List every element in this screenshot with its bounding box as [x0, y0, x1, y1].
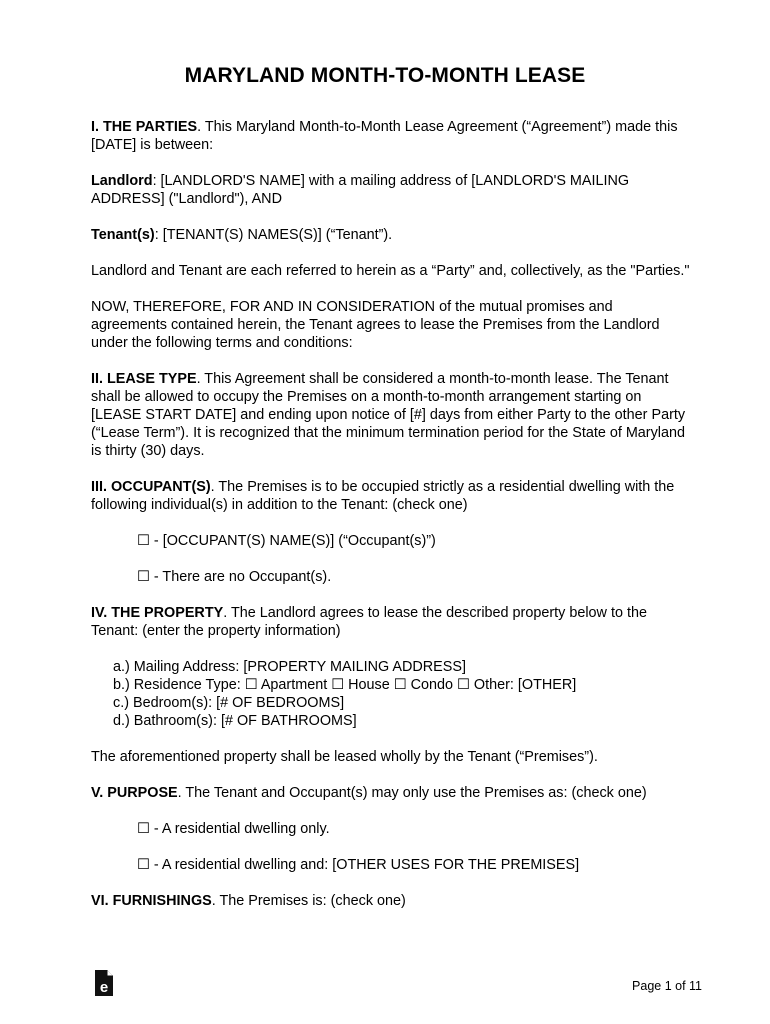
section-text: . The Premises is: (check one) — [211, 893, 406, 909]
section-occupants — [91, 478, 691, 514]
section-text: . This Maryland Month-to-Month Lease Agreement (“Agreement”) made this [DATE] is between: — [91, 119, 678, 153]
document-title: MARYLAND MONTH-TO-MONTH LEASE — [184, 64, 586, 87]
tenant-text: : [TENANT(S) NAMES(S)] (“Tenant”). — [154, 227, 393, 243]
purpose-option-residential[interactable]: ☐ - A residential dwelling only. — [137, 821, 330, 837]
occupants-option-none[interactable]: ☐ - There are no Occupant(s). — [137, 569, 332, 585]
section-heading: I. THE PARTIES — [91, 119, 198, 135]
section-heading: IV. THE PROPERTY — [91, 605, 224, 621]
landlord-text: : [LANDLORD'S NAME] with a mailing address of [LANDLORD'S MAILING ADDRESS] ("Landlord"), AND — [91, 173, 630, 207]
section-lease-type — [91, 370, 691, 460]
premises-definition: The aforementioned property shall be leased wholly by the Tenant (“Premises”). — [91, 749, 598, 765]
tenant-paragraph — [91, 226, 691, 244]
purpose-option-other[interactable]: ☐ - A residential dwelling and: [OTHER USES FOR THE PREMISES] — [137, 857, 580, 873]
section-heading: VI. FURNISHINGS — [91, 893, 212, 909]
section-text: . The Landlord agrees to lease the described property below to the Tenant: (enter the property information) — [91, 605, 647, 639]
tenant-label: Tenant(s) — [91, 227, 155, 243]
svg-text:e: e — [99, 979, 109, 996]
occupants-option-named[interactable]: ☐ - [OCCUPANT(S) NAME(S)] (“Occupant(s)”) — [137, 533, 436, 549]
section-heading: III. OCCUPANT(S) — [91, 479, 211, 495]
section-purpose — [91, 784, 691, 802]
consideration-paragraph: NOW, THEREFORE, FOR AND IN CONSIDERATION of the mutual promises and agreements contained herein, the Tenant agrees to lease the Premises from the Landlord under the following terms and conditions: — [91, 299, 660, 351]
section-text: . The Premises is to be occupied strictly as a residential dwelling with the following individual(s) in addition to the Tenant: (check one) — [91, 479, 675, 513]
section-text: . The Tenant and Occupant(s) may only use the Premises as: (check one) — [177, 785, 647, 801]
list-item: a.) Mailing Address: [PROPERTY MAILING ADDRESS] — [113, 659, 466, 675]
section-furnishings — [91, 892, 691, 910]
section-property — [91, 604, 691, 640]
parties-definition: Landlord and Tenant are each referred to herein as a “Party” and, collectively, as the "Parties." — [91, 263, 690, 279]
page-number: Page 1 of 11 — [632, 979, 702, 993]
eforms-logo-icon — [94, 969, 114, 997]
document-body — [91, 118, 691, 928]
landlord-paragraph — [91, 172, 691, 208]
list-item[interactable]: b.) Residence Type: ☐ Apartment ☐ House ☐ Condo ☐ Other: [OTHER] — [113, 677, 577, 693]
section-text: . This Agreement shall be considered a month-to-month lease. The Tenant shall be allowed to occupy the Premises on a month-to-month arrangement starting on [LEASE START DATE] and ending upon notice of [#] days from either Party to the other Party (“Lease Term”). It is recognized that the minimum termination period for the State of Maryland is thirty (30) days. — [91, 371, 686, 459]
section-heading: II. LEASE TYPE — [91, 371, 197, 387]
landlord-label: Landlord — [91, 173, 153, 189]
section-heading: V. PURPOSE — [91, 785, 178, 801]
list-item: d.) Bathroom(s): [# OF BATHROOMS] — [113, 713, 357, 729]
section-parties — [91, 118, 691, 154]
property-details-list — [113, 658, 691, 730]
list-item: c.) Bedroom(s): [# OF BEDROOMS] — [113, 695, 345, 711]
